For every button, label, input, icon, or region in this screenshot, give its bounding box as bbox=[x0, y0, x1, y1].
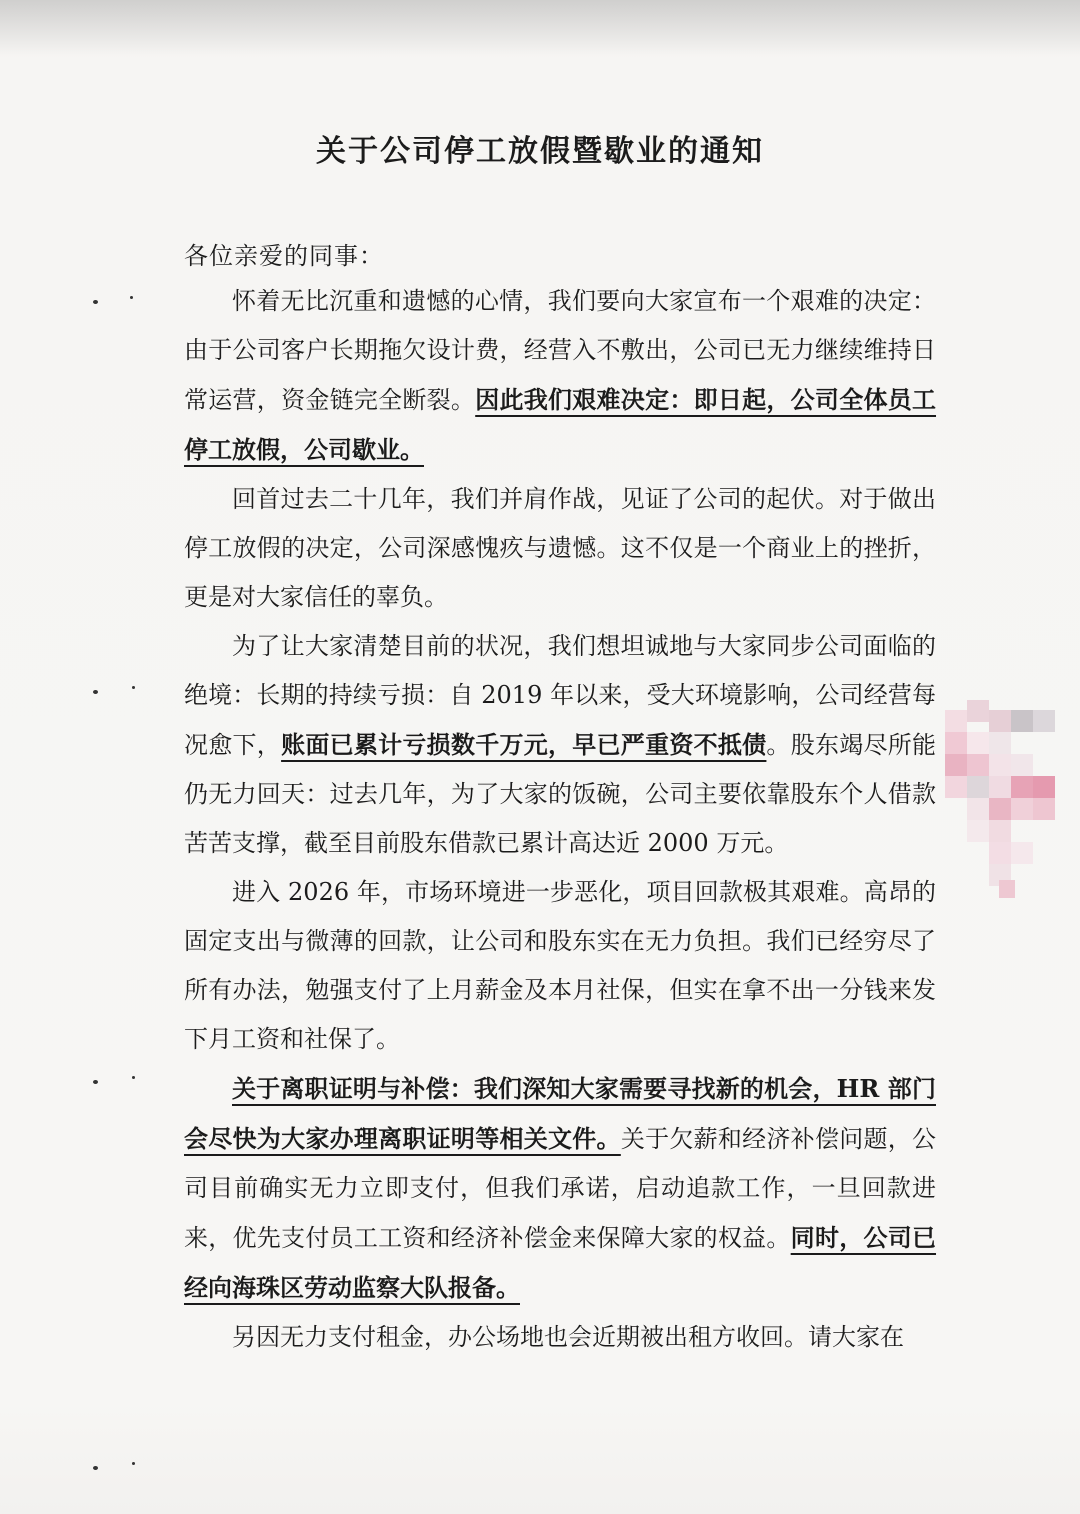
scan-dot bbox=[93, 690, 98, 694]
body-paragraph bbox=[184, 277, 936, 475]
scan-dot bbox=[93, 1080, 98, 1084]
scan-dot bbox=[93, 300, 98, 304]
body-paragraph bbox=[184, 622, 936, 868]
mosaic-redacted-stamp bbox=[945, 700, 1075, 900]
paragraph-text: 。股东竭尽所能仍无力回天：过去几年，为了大家的饭碗，公司主要依靠股东个人借款苦苦支撑，截至目前股东借款已累计高达近 2000 万元。 bbox=[184, 731, 937, 857]
paragraph-text: 回首过去二十几年，我们并肩作战，见证了公司的起伏。对于做出停工放假的决定，公司深感愧疚与遗憾。这不仅是一个商业上的挫折，更是对大家信任的辜负。 bbox=[184, 485, 936, 611]
salutation: 各位亲爱的同事： bbox=[184, 242, 384, 270]
body-paragraph bbox=[184, 1064, 936, 1313]
scan-dot bbox=[132, 1076, 135, 1079]
scan-dot bbox=[132, 686, 135, 689]
emphasized-text: 账面已累计亏损数千万元，早已严重资不抵债 bbox=[281, 730, 767, 759]
paragraph-text: 进入 2026 年，市场环境进一步恶化，项目回款极其艰难。高昂的固定支出与微薄的回款，让公司和股东实在无力负担。我们已经穷尽了所有办法，勉强支付了上月薪金及本月社保，但实在拿不出一分钱来发下月工资和社保了。 bbox=[184, 878, 936, 1053]
paragraph-text: 为了让大家清楚目前的状况，我们想坦诚地与大家同步公司面临的绝境：长期的持续亏损：自 2019 年以来，受大环境影响，公司经营每况愈下， bbox=[184, 632, 936, 759]
scan-dot bbox=[132, 1462, 135, 1465]
scan-edge-shadow bbox=[0, 0, 1080, 55]
emphasized-text: 同时，公司已经向海珠区劳动监察大队报备。 bbox=[184, 1223, 937, 1302]
body-paragraph bbox=[184, 1313, 936, 1362]
scan-dot bbox=[93, 1466, 98, 1470]
paragraph-text: 另因无力支付租金，办公场地也会近期被出租方收回。请大家在 bbox=[232, 1323, 904, 1351]
body-paragraph bbox=[184, 475, 936, 622]
paragraph-text: 关于欠薪和经济补偿问题，公司目前确实无力立即支付，但我们承诺，启动追款工作，一旦回款进来，优先支付员工工资和经济补偿金来保障大家的权益。 bbox=[184, 1125, 937, 1252]
notice-body bbox=[184, 277, 936, 1362]
emphasized-text: 因此我们艰难决定：即日起，公司全体员工停工放假，公司歇业。 bbox=[184, 385, 937, 464]
body-paragraph bbox=[184, 868, 936, 1064]
scan-dot bbox=[130, 296, 133, 299]
paragraph-text: 怀着无比沉重和遗憾的心情，我们要向大家宣布一个艰难的决定：由于公司客户长期拖欠设计费，经营入不敷出，公司已无力继续维持日常运营，资金链完全断裂。 bbox=[184, 287, 936, 414]
notice-title: 关于公司停工放假暨歇业的通知 bbox=[316, 134, 764, 169]
emphasized-text: 关于离职证明与补偿：我们深知大家需要寻找新的机会，HR 部门会尽快为大家办理离职证明等相关文件。 bbox=[184, 1074, 936, 1153]
